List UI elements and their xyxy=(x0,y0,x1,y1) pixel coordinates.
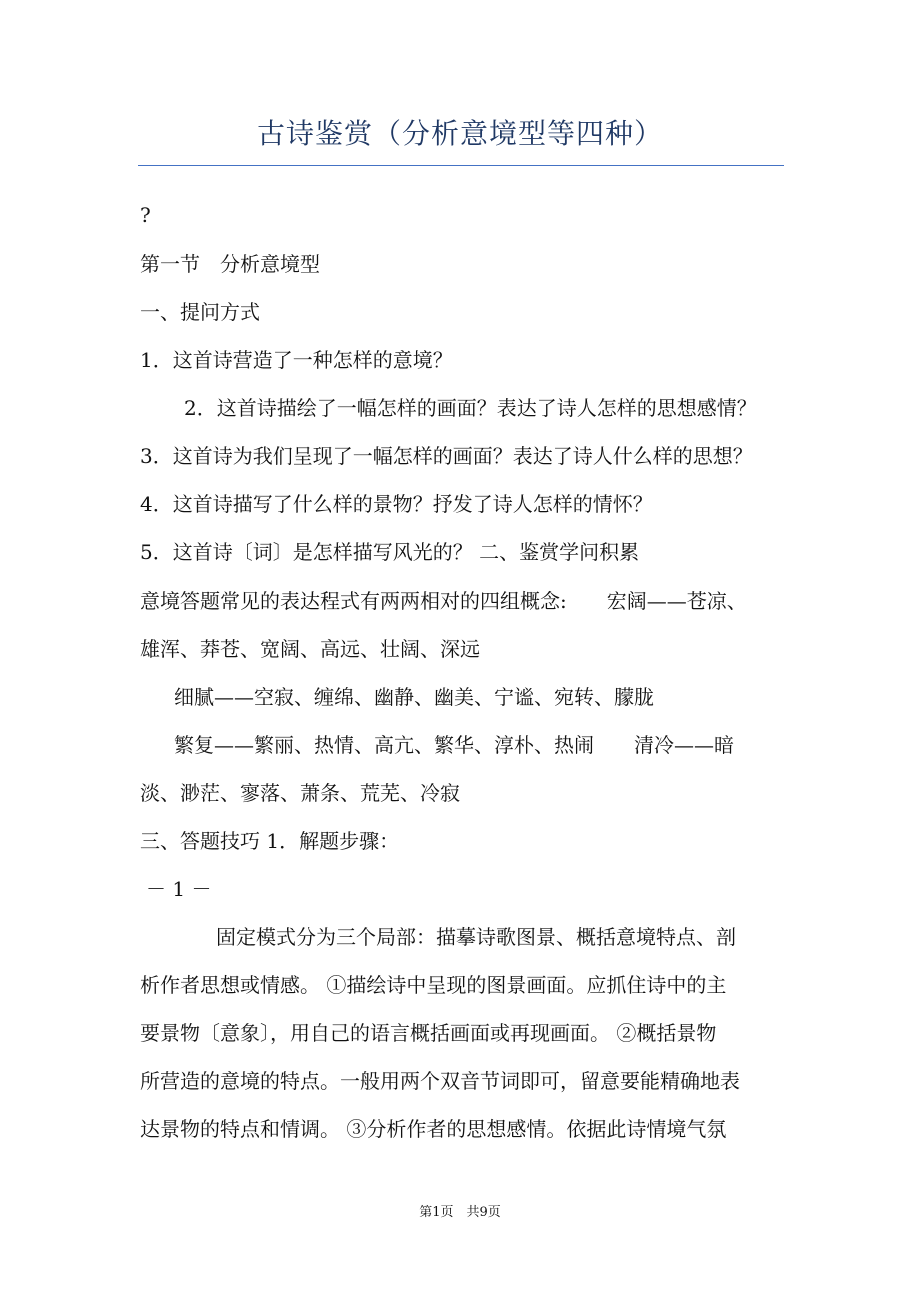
section-heading: 第一节 分析意境型 xyxy=(140,252,320,276)
text-line: ? xyxy=(140,203,151,227)
text-line: 要景物〔意象〕，用自己的语言概括画面或再现画面。 ②概括景物 xyxy=(140,1021,717,1045)
text-line: 雄浑、莽苍、宽阔、高远、壮阔、深远 xyxy=(140,637,480,661)
text-line: 所营造的意境的特点。一般用两个双音节词即可，留意要能精确地表 xyxy=(140,1069,740,1093)
text-line: 5．这首诗〔词〕是怎样描写风光的？ 二、鉴赏学问积累 xyxy=(140,540,640,564)
title-underline xyxy=(138,165,784,166)
text-line: 固定模式分为三个局部：描摹诗歌图景、概括意境特点、剖 xyxy=(216,925,736,949)
text-line: 繁复——繁丽、热情、高亢、繁华、淳朴、热闹 清冷——暗 xyxy=(174,733,734,757)
page-footer: 第1页 共9页 xyxy=(419,1205,501,1220)
document-title: 古诗鉴赏（分析意境型等四种） xyxy=(256,117,663,150)
subsection-heading: 一、提问方式 xyxy=(140,300,260,324)
subsection-heading: 三、答题技巧 1．解题步骤： xyxy=(140,829,400,853)
text-line: 析作者思想或情感。 ①描绘诗中呈现的图景画面。应抓住诗中的主 xyxy=(140,973,727,997)
text-line: 3．这首诗为我们呈现了一幅怎样的画面？表达了诗人什么样的思想？ xyxy=(140,444,753,468)
text-line: 意境答题常见的表达程式有两两相对的四组概念: 宏阔——苍凉、 xyxy=(140,589,747,613)
text-line: 细腻——空寂、缠绵、幽静、幽美、宁谧、宛转、朦胧 xyxy=(174,685,654,709)
text-line: 达景物的特点和情调。 ③分析作者的思想感情。依据此诗情境气氛 xyxy=(140,1117,727,1141)
text-line: 4．这首诗描写了什么样的景物？抒发了诗人怎样的情怀？ xyxy=(140,492,653,516)
text-line: 1．这首诗营造了一种怎样的意境？ xyxy=(140,348,453,372)
text-line: 淡、渺茫、寥落、萧条、荒芜、冷寂 xyxy=(140,781,460,805)
inline-page-number: － 1 － xyxy=(146,877,212,901)
text-line: 2．这首诗描绘了一幅怎样的画面？表达了诗人怎样的思想感情？ xyxy=(184,396,757,420)
